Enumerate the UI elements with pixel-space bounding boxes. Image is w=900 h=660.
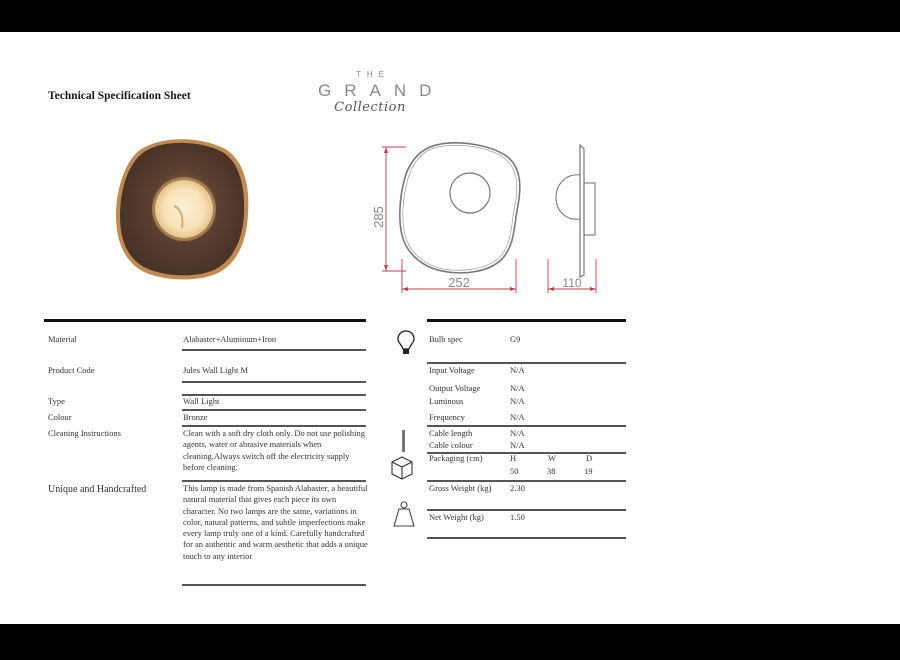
divider — [182, 409, 366, 411]
technical-drawing — [370, 135, 610, 295]
page-title: Technical Specification Sheet — [48, 90, 191, 102]
product-code-value: Jules Wall Light M — [183, 365, 249, 375]
cleaning-label: Cleaning Instructions — [48, 428, 121, 438]
top-letterbox-bar — [0, 0, 900, 32]
divider — [182, 425, 366, 427]
divider — [182, 349, 366, 351]
cable-length-label: Cable length — [429, 428, 473, 438]
frequency-value: N/A — [510, 412, 525, 422]
divider — [427, 425, 626, 427]
luminous-value: N/A — [510, 396, 525, 406]
logo-the: THE — [356, 70, 390, 79]
net-weight-value: 1.50 — [510, 512, 525, 522]
output-voltage-label: Output Voltage — [429, 383, 481, 393]
type-value: Wall Light — [183, 396, 220, 406]
packaging-w-label: W — [548, 453, 557, 463]
package-box-icon — [390, 455, 414, 481]
divider — [182, 480, 366, 482]
material-label: Material — [48, 334, 77, 344]
type-label: Type — [48, 396, 65, 406]
logo-collection: Collection — [334, 100, 406, 115]
right-table-top-rule — [427, 319, 626, 322]
width-dimension: 252 — [448, 275, 470, 290]
divider — [427, 480, 626, 482]
output-voltage-value: N/A — [510, 383, 525, 393]
divider — [182, 584, 366, 586]
input-voltage-label: Input Voltage — [429, 365, 475, 375]
cable-length-value: N/A — [510, 428, 525, 438]
brand-logo — [305, 70, 445, 115]
product-photo — [112, 136, 252, 282]
cable-icon — [402, 430, 405, 452]
product-code-label: Product Code — [48, 365, 95, 375]
bottom-letterbox-bar — [0, 624, 900, 660]
handcrafted-label: Unique and Handcrafted — [48, 484, 147, 495]
depth-dimension: 110 — [562, 276, 582, 290]
weight-icon — [392, 500, 416, 528]
lightbulb-icon — [397, 330, 415, 356]
input-voltage-value: N/A — [510, 365, 525, 375]
left-table-top-rule — [44, 319, 366, 322]
divider — [427, 362, 626, 364]
frequency-label: Frequency — [429, 412, 465, 422]
height-dimension: 285 — [371, 206, 386, 228]
logo-grand: GRAND — [318, 81, 445, 100]
handcrafted-value: This lamp is made from Spanish Alabaster, a beautiful natural material that gives each piece its own character. No two lamps are the same, variations in color, natural patterns, and subtle imperfections make every lamp truly one of a kind. Carefully handcrafted for an authentic and warm aesthetic that adds a unique touch to any interior — [183, 483, 368, 561]
gross-weight-label: Gross Weight (kg) — [429, 483, 492, 493]
bulb-spec-value: G9 — [510, 334, 521, 344]
cable-colour-value: N/A — [510, 440, 525, 450]
colour-value: Bronze — [183, 412, 208, 422]
cable-colour-label: Cable colour — [429, 440, 473, 450]
packaging-label: Packaging (cm) — [429, 453, 483, 463]
packaging-h-label: H — [510, 453, 517, 463]
packaging-h-value: 50 — [510, 466, 519, 476]
packaging-d-value: 19 — [584, 466, 593, 476]
material-value: Alabaster+Aluminum+Iron — [183, 334, 277, 344]
packaging-d-label: D — [586, 453, 593, 463]
colour-label: Colour — [48, 412, 72, 422]
bulb-spec-label: Bulb spec — [429, 334, 463, 344]
cleaning-value: Clean with a soft dry cloth only. Do not use polishing agents, water or abrasive materials when cleaning.Always switch off the electricity supply before cleaning. — [183, 428, 365, 472]
packaging-w-value: 38 — [547, 466, 556, 476]
gross-weight-value: 2.30 — [510, 483, 525, 493]
luminous-label: Luminous — [429, 396, 464, 406]
divider — [427, 509, 626, 511]
net-weight-label: Net Weight (kg) — [429, 512, 484, 522]
divider — [182, 381, 366, 383]
divider — [427, 537, 626, 539]
